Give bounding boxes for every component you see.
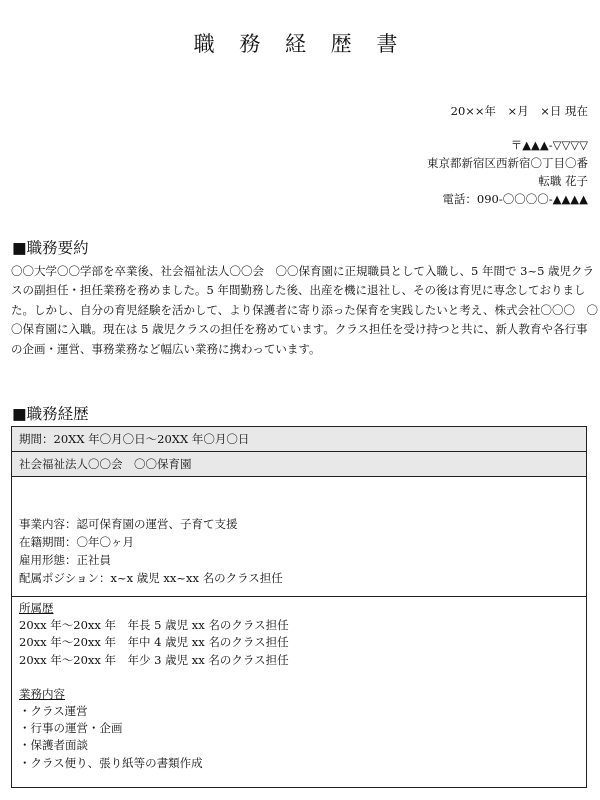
summary-line: スの副担任・担任業務を務めました。5 年間勤務した後、出産を機に退社し、その後は育児に専念しておりまし	[11, 283, 586, 298]
duty-item: ・クラス便り、張り紙等の書類作成	[19, 755, 203, 770]
summary-text	[11, 262, 598, 359]
duty-item: ・保護者面談	[19, 738, 88, 753]
postal-code: 〒▲▲▲-▽▽▽▽	[510, 138, 588, 152]
assignment-item: 20xx 年～20xx 年 年少 3 歳児 xx 名のクラス担任	[19, 652, 289, 667]
duty-item: ・行事の運営・企画	[19, 721, 123, 736]
company-name: 社会福祉法人〇〇会 〇〇保育園	[12, 452, 586, 477]
business-details	[12, 477, 586, 597]
summary-line: 〇保育園に入職。現在は 5 歳児クラスの担任を務めています。クラス担任を受け持つと共に、新人教育や各行事	[11, 322, 588, 337]
header-info	[228, 102, 588, 208]
document-title: 職 務 経 歴 書	[193, 32, 407, 56]
summary-line: 〇〇大学〇〇学部を卒業後、社会福祉法人〇〇会 〇〇保育園に正規職員として入職し、5 年間で 3~5 歳児クラ	[11, 264, 595, 278]
tenure: 在籍期間：〇年〇ヶ月	[19, 535, 134, 549]
employment-type: 雇用形態：正社員	[19, 553, 111, 567]
assignment-item: 20xx 年～20xx 年 年中 4 歳児 xx 名のクラス担任	[19, 635, 289, 650]
applicant-name: 転職 花子	[538, 174, 588, 188]
history-heading: ■職務経歴	[12, 405, 89, 423]
summary-line: た。しかし、自分の育児経験を活かして、より保護者に寄り添った保育を実践したいと考え、株式会社〇〇〇 〇	[11, 302, 598, 317]
document-date: 20××年 ×月 ×日 現在	[450, 104, 588, 118]
business-content: 事業内容：認可保育園の運営、子育て支援	[19, 517, 238, 531]
address: 東京都新宿区西新宿〇丁目〇番	[427, 156, 588, 170]
duties-heading: 業務内容	[19, 686, 65, 701]
summary-line: の企画・運営、事務業務など幅広い業務に携わっています。	[11, 341, 321, 356]
summary-heading: ■職務要約	[12, 239, 89, 257]
employment-period: 期間：20XX 年〇月〇日～20XX 年〇月〇日	[12, 427, 586, 452]
work-history-table	[11, 426, 587, 788]
assignment-item: 20xx 年～20xx 年 年長 5 歳児 xx 名のクラス担任	[19, 618, 289, 633]
spacer	[19, 669, 586, 686]
assignment-details	[12, 597, 586, 787]
assignment-history-heading: 所属歴	[19, 601, 54, 615]
duty-item: ・クラス運営	[19, 704, 88, 719]
assigned-position: 配属ポジション：x~x 歳児 xx~xx 名のクラス担任	[19, 571, 283, 585]
phone-number: 電話：090-〇〇〇〇-▲▲▲▲	[442, 192, 588, 206]
